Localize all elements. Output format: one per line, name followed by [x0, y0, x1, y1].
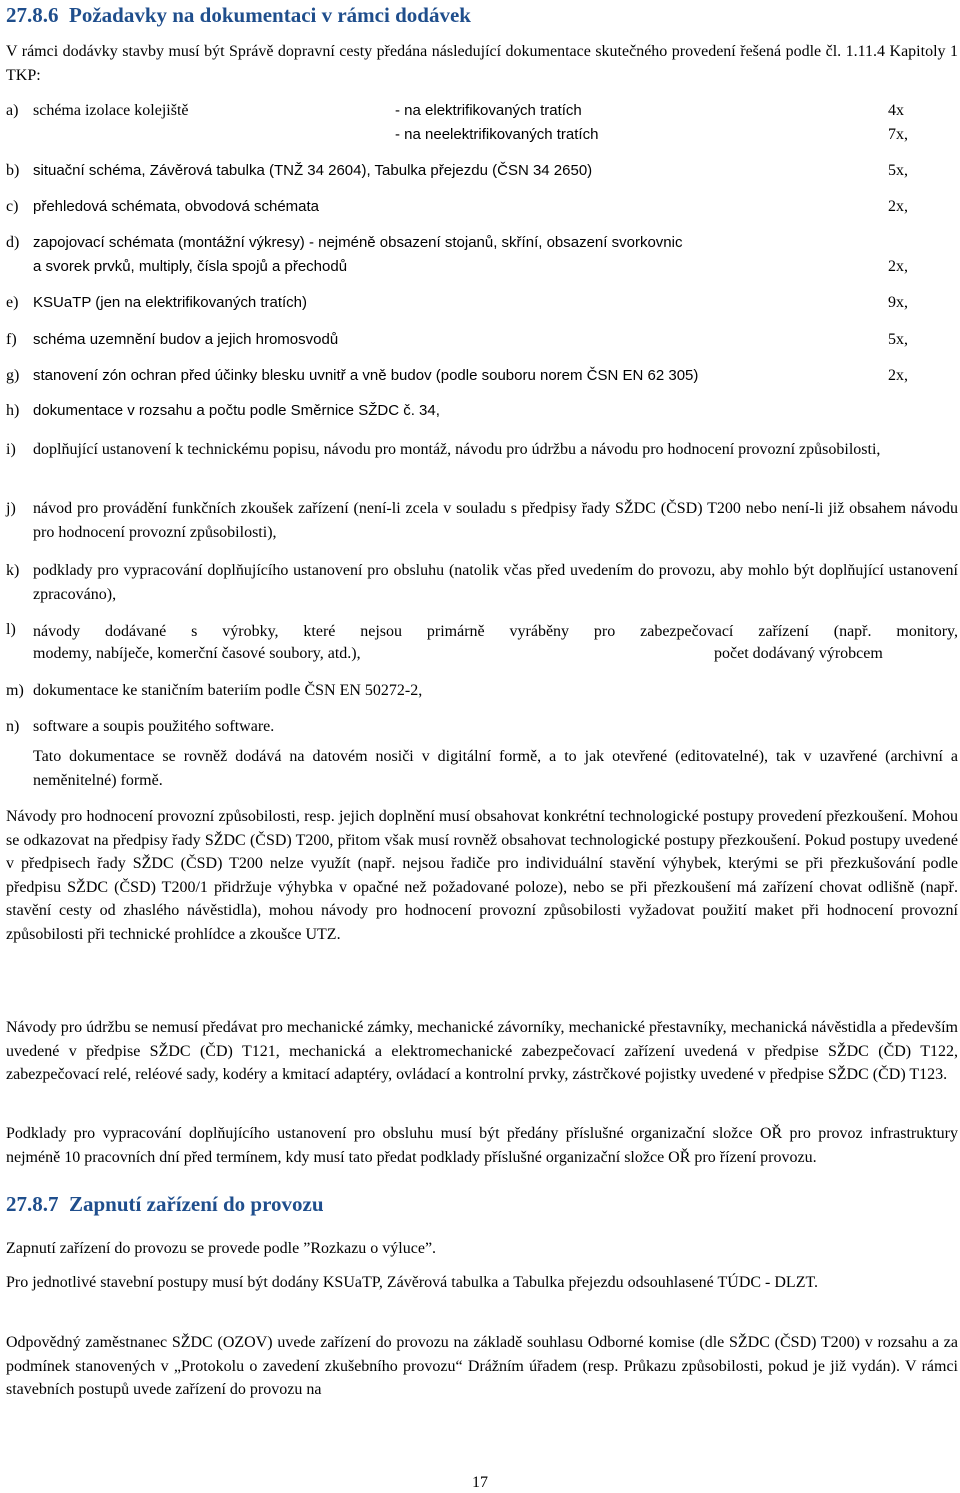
item-l-line2: modemy, nabíječe, komerční časové soubory, atd.), — [33, 645, 361, 662]
item-c-count: 2x, — [888, 198, 908, 215]
item-e-count: 9x, — [888, 294, 908, 311]
item-k-label: k) — [6, 562, 20, 579]
item-i — [6, 438, 958, 462]
item-k-text: podklady pro vypracování doplňujícího ustanovení pro obsluhu (natolik včas před uvedením do provozu, aby mohlo být doplňující ustanovení zpracováno), — [33, 562, 958, 603]
paragraph-3: Podklady pro vypracování doplňujícího ustanovení pro obsluhu musí být předány příslušné organizační složce OŘ pro provoz infrastruktury nejméně 10 pracovních dní před termínem, kdy musí tato předat podklady příslušné organizační složce OŘ pro řízení provozu. — [6, 1125, 958, 1166]
item-g-count: 2x, — [888, 367, 908, 384]
item-d-line2: a svorek prvků, multiply, čísla spojů a přechodů — [33, 258, 348, 275]
item-l-label: l) — [6, 621, 16, 638]
page-number: 17 — [472, 1474, 488, 1491]
item-l-count: počet dodávaný výrobcem — [714, 645, 883, 662]
item-e-label: e) — [6, 294, 19, 311]
item-c-label: c) — [6, 198, 19, 215]
item-l-line1: návody dodávané s výrobky, které nejsou primárně vyráběny pro zabezpečovací zařízení (např. monitory, — [33, 623, 958, 640]
paragraph-2: Návody pro údržbu se nemusí předávat pro mechanické zámky, mechanické závorníky, mechanické přestavníky, mechanická návěstidla a především uvedené v předpise SŽDC (ČD) T121, mechanická a elektromechanické zabezpečovací zařízení uvedená v předpise SŽDC (ČD) T122, zabezpečovací relé, reléové sady, kodéry a kmitací adaptéry, ovládací a kontrolní prvky, zástrčkové pojistky uvedené v předpise SŽDC (ČD) T123. — [6, 1019, 958, 1084]
item-n-text: software a soupis použitého software. — [33, 718, 275, 735]
item-h-text: dokumentace v rozsahu a počtu podle Směrnice SŽDC č. 34, — [33, 402, 440, 419]
item-d-label: d) — [6, 234, 20, 251]
paragraph-1: Návody pro hodnocení provozní způsobilosti, resp. jejich doplnění musí obsahovat konkrétní technologické postupy provedení přezkoušení. Mohou se odkazovat na předpisy řady SŽDC (ČSD) T200, přitom však musí rovněž obsahovat technologické postupy přezkoušení. Pokud postupy uvedené v předpisech řady SŽDC (ČSD) T200 nelze využít (např. nejsou řadiče pro individuální stavění výhybek, kterými se při přezkušování podle předpisu SŽDC (ČSD) T200/1 přidržuje výhybka v opačné než požadované poloze), nebo se při přezkoušení má zařízení chovat odlišně (např. stavění cesty od zhaslého návěstidla), mohou návody pro hodnocení provozní způsobilosti vyžadovat použití maket při hodnocení provozní způsobilosti při technické prohlídce a zkoušce UTZ. — [6, 808, 958, 943]
item-j — [6, 497, 958, 544]
item-i-text: doplňující ustanovení k technickému popisu, návodu pro montáž, návodu pro údržbu a návodu pro hodnocení provozní způsobilosti, — [33, 441, 881, 458]
item-b-label: b) — [6, 162, 20, 179]
section-heading-27-8-7 — [6, 1191, 324, 1217]
section-title: Požadavky na dokumentaci v rámci dodávek — [69, 3, 471, 27]
item-d-count: 2x, — [888, 258, 908, 275]
item-n-note-wrap — [33, 745, 958, 792]
item-f-count: 5x, — [888, 331, 908, 348]
item-n-label: n) — [6, 718, 20, 735]
item-j-label: j) — [6, 500, 16, 517]
item-f-text: schéma uzemnění budov a jejich hromosvodů — [33, 331, 339, 348]
item-n-note: Tato dokumentace se rovněž dodává na datovém nosiči v digitální formě, a to jak otevřené (editovatelné), tak v uzavřené (archivní a neměnitelné) formě. — [33, 748, 958, 789]
item-i-label: i) — [6, 441, 16, 458]
item-m-label: m) — [6, 682, 24, 699]
item-a-sub2: - na neelektrifikovaných tratích — [395, 126, 599, 143]
section-number: 27.8.6 — [6, 3, 59, 27]
item-g-text: stanovení zón ochran před účinky blesku uvnitř a vně budov (podle souboru norem ČSN EN 62 305) — [33, 367, 699, 384]
paragraph-6: Odpovědný zaměstnanec SŽDC (OZOV) uvede zařízení do provozu na základě souhlasu Odborné komise (dle SŽDC (ČSD) T200) v rozsahu a za podmínek stanovených v „Protokolu o zavedení zkušebního provozu“ Drážním úřadem (resp. Průkazu způsobilosti, pokud je již vydán). V rámci stavebních postupů uvede zařízení do provozu na — [6, 1334, 958, 1399]
item-e-text: KSUaTP (jen na elektrifikovaných tratích) — [33, 294, 308, 311]
intro-paragraph: V rámci dodávky stavby musí být Správě dopravní cesty předána následující dokumentace skutečného provedení řešená podle čl. 1.11.4 Kapitoly 1 TKP: — [6, 43, 958, 84]
item-a-count1: 4x — [888, 102, 904, 119]
item-g-label: g) — [6, 367, 20, 384]
item-a-text: schéma izolace kolejiště — [33, 102, 189, 119]
item-a-count2: 7x, — [888, 126, 908, 143]
item-k — [6, 559, 958, 606]
item-l-line1-wrap — [33, 620, 958, 644]
item-j-text: návod pro provádění funkčních zkoušek zařízení (není-li zcela v souladu s předpisy řady SŽDC (ČSD) T200 nebo není-li již obsahem návodu pro hodnocení provozní způsobilosti), — [33, 500, 958, 541]
section-title: Zapnutí zařízení do provozu — [69, 1192, 324, 1216]
paragraph-5: Pro jednotlivé stavební postupy musí být dodány KSUaTP, Závěrová tabulka a Tabulka přejezdu odsouhlasené TÚDC - DLZT. — [6, 1274, 819, 1291]
paragraph-4: Zapnutí zařízení do provozu se provede podle ”Rozkazu o výluce”. — [6, 1240, 437, 1257]
item-b-text: situační schéma, Závěrová tabulka (TNŽ 34 2604), Tabulka přejezdu (ČSN 34 2650) — [33, 162, 593, 179]
item-f-label: f) — [6, 331, 17, 348]
item-h-label: h) — [6, 402, 20, 419]
item-c-text: přehledová schémata, obvodová schémata — [33, 198, 320, 215]
item-m-text: dokumentace ke staničním bateriím podle ČSN EN 50272-2, — [33, 682, 423, 699]
section-number: 27.8.7 — [6, 1192, 59, 1216]
item-d-line1: zapojovací schémata (montážní výkresy) - nejméně obsazení stojanů, skříní, obsazení svorkovnic — [33, 234, 683, 251]
item-a-label: a) — [6, 102, 19, 119]
item-b-count: 5x, — [888, 162, 908, 179]
section-heading-27-8-6 — [6, 2, 471, 28]
item-a-sub1: - na elektrifikovaných tratích — [395, 102, 582, 119]
